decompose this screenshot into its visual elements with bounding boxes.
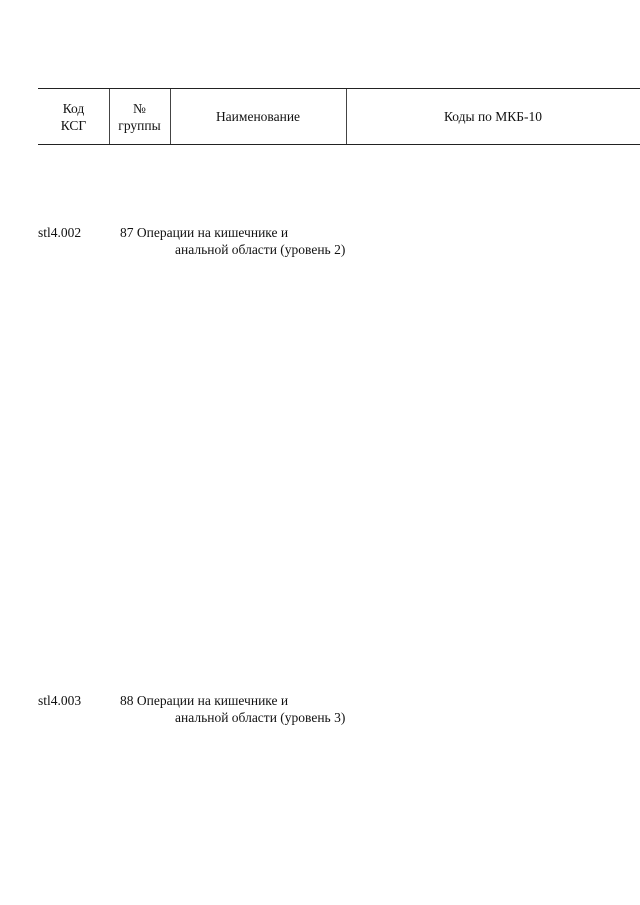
- header-group-number: [109, 89, 171, 144]
- header-group-number-label: № группы: [118, 100, 161, 133]
- row-name-line1: 87 Операции на кишечнике и: [120, 225, 289, 240]
- header-name: [170, 89, 347, 144]
- row-code: stl4.003: [38, 693, 82, 708]
- row-name-line2: анальной области (уровень 2): [175, 242, 346, 257]
- table-header: [38, 88, 640, 145]
- header-icd-codes: [346, 89, 640, 144]
- header-name-label: Наименование: [215, 109, 301, 124]
- row-code: stl4.002: [38, 225, 82, 240]
- header-icd-codes-label: Коды по МКБ-10: [443, 109, 543, 124]
- header-code-ksg: [38, 89, 110, 144]
- row-name-line1: 88 Операции на кишечнике и: [120, 693, 289, 708]
- row-name-line2: анальной области (уровень 3): [175, 710, 346, 725]
- header-code-ksg-label: Код КСГ: [60, 100, 87, 133]
